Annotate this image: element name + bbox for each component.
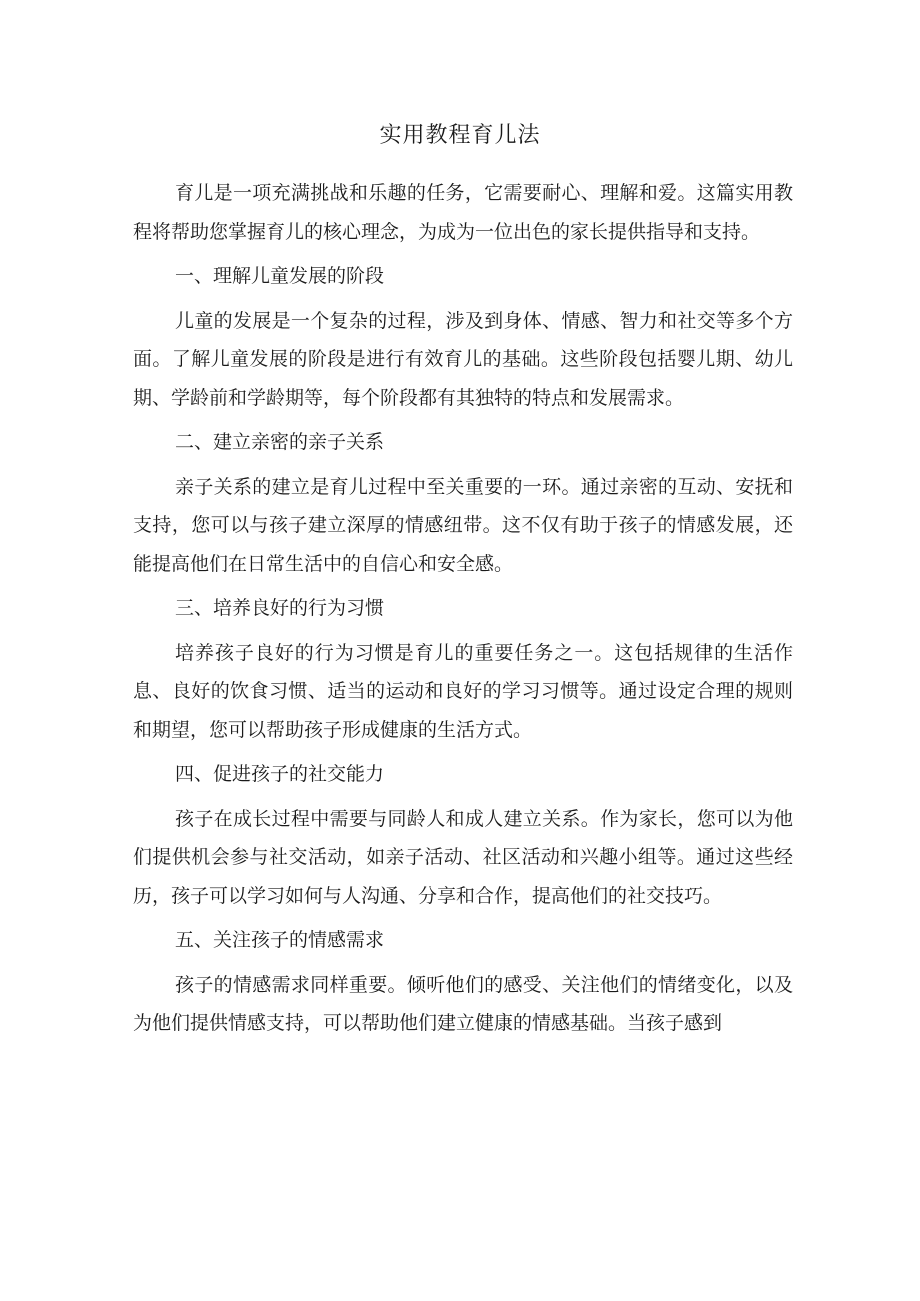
document-title: 实用教程育儿法 — [379, 123, 541, 148]
document-body — [133, 174, 793, 1049]
section-2-heading: 二、建立亲密的亲子关系 — [175, 431, 385, 453]
section-3-body: 培养孩子良好的行为习惯是育儿的重要任务之一。这包括规律的生活作息、良好的饮食习惯、适当的运动和良好的学习习惯等。通过设定合理的规则和期望，您可以帮助孩子形成健康的生活方式。 — [133, 641, 793, 741]
intro-paragraph: 育儿是一项充满挑战和乐趣的任务，它需要耐心、理解和爱。这篇实用教程将帮助您掌握育儿的核心理念，为成为一位出色的家长提供指导和支持。 — [133, 182, 793, 243]
section-2-body: 亲子关系的建立是育儿过程中至关重要的一环。通过亲密的互动、安抚和支持，您可以与孩子建立深厚的情感纽带。这不仅有助于孩子的情感发展，还能提高他们在日常生活中的自信心和安全感。 — [133, 475, 793, 575]
section-3-heading: 三、培养良好的行为习惯 — [175, 597, 385, 619]
section-1-heading: 一、理解儿童发展的阶段 — [175, 265, 385, 287]
section-1-body: 儿童的发展是一个复杂的过程，涉及到身体、情感、智力和社交等多个方面。了解儿童发展的阶段是进行有效育儿的基础。这些阶段包括婴儿期、幼儿期、学龄前和学龄期等，每个阶段都有其独特的特点和发展需求。 — [133, 309, 793, 409]
section-5-body: 孩子的情感需求同样重要。倾听他们的感受、关注他们的情绪变化，以及为他们提供情感支持，可以帮助他们建立健康的情感基础。当孩子感到 — [133, 973, 793, 1034]
section-5-heading: 五、关注孩子的情感需求 — [175, 929, 385, 951]
section-4-heading: 四、促进孩子的社交能力 — [175, 763, 385, 785]
section-4-body: 孩子在成长过程中需要与同龄人和成人建立关系。作为家长，您可以为他们提供机会参与社交活动，如亲子活动、社区活动和兴趣小组等。通过这些经历，孩子可以学习如何与人沟通、分享和合作，提高他们的社交技巧。 — [133, 807, 793, 907]
